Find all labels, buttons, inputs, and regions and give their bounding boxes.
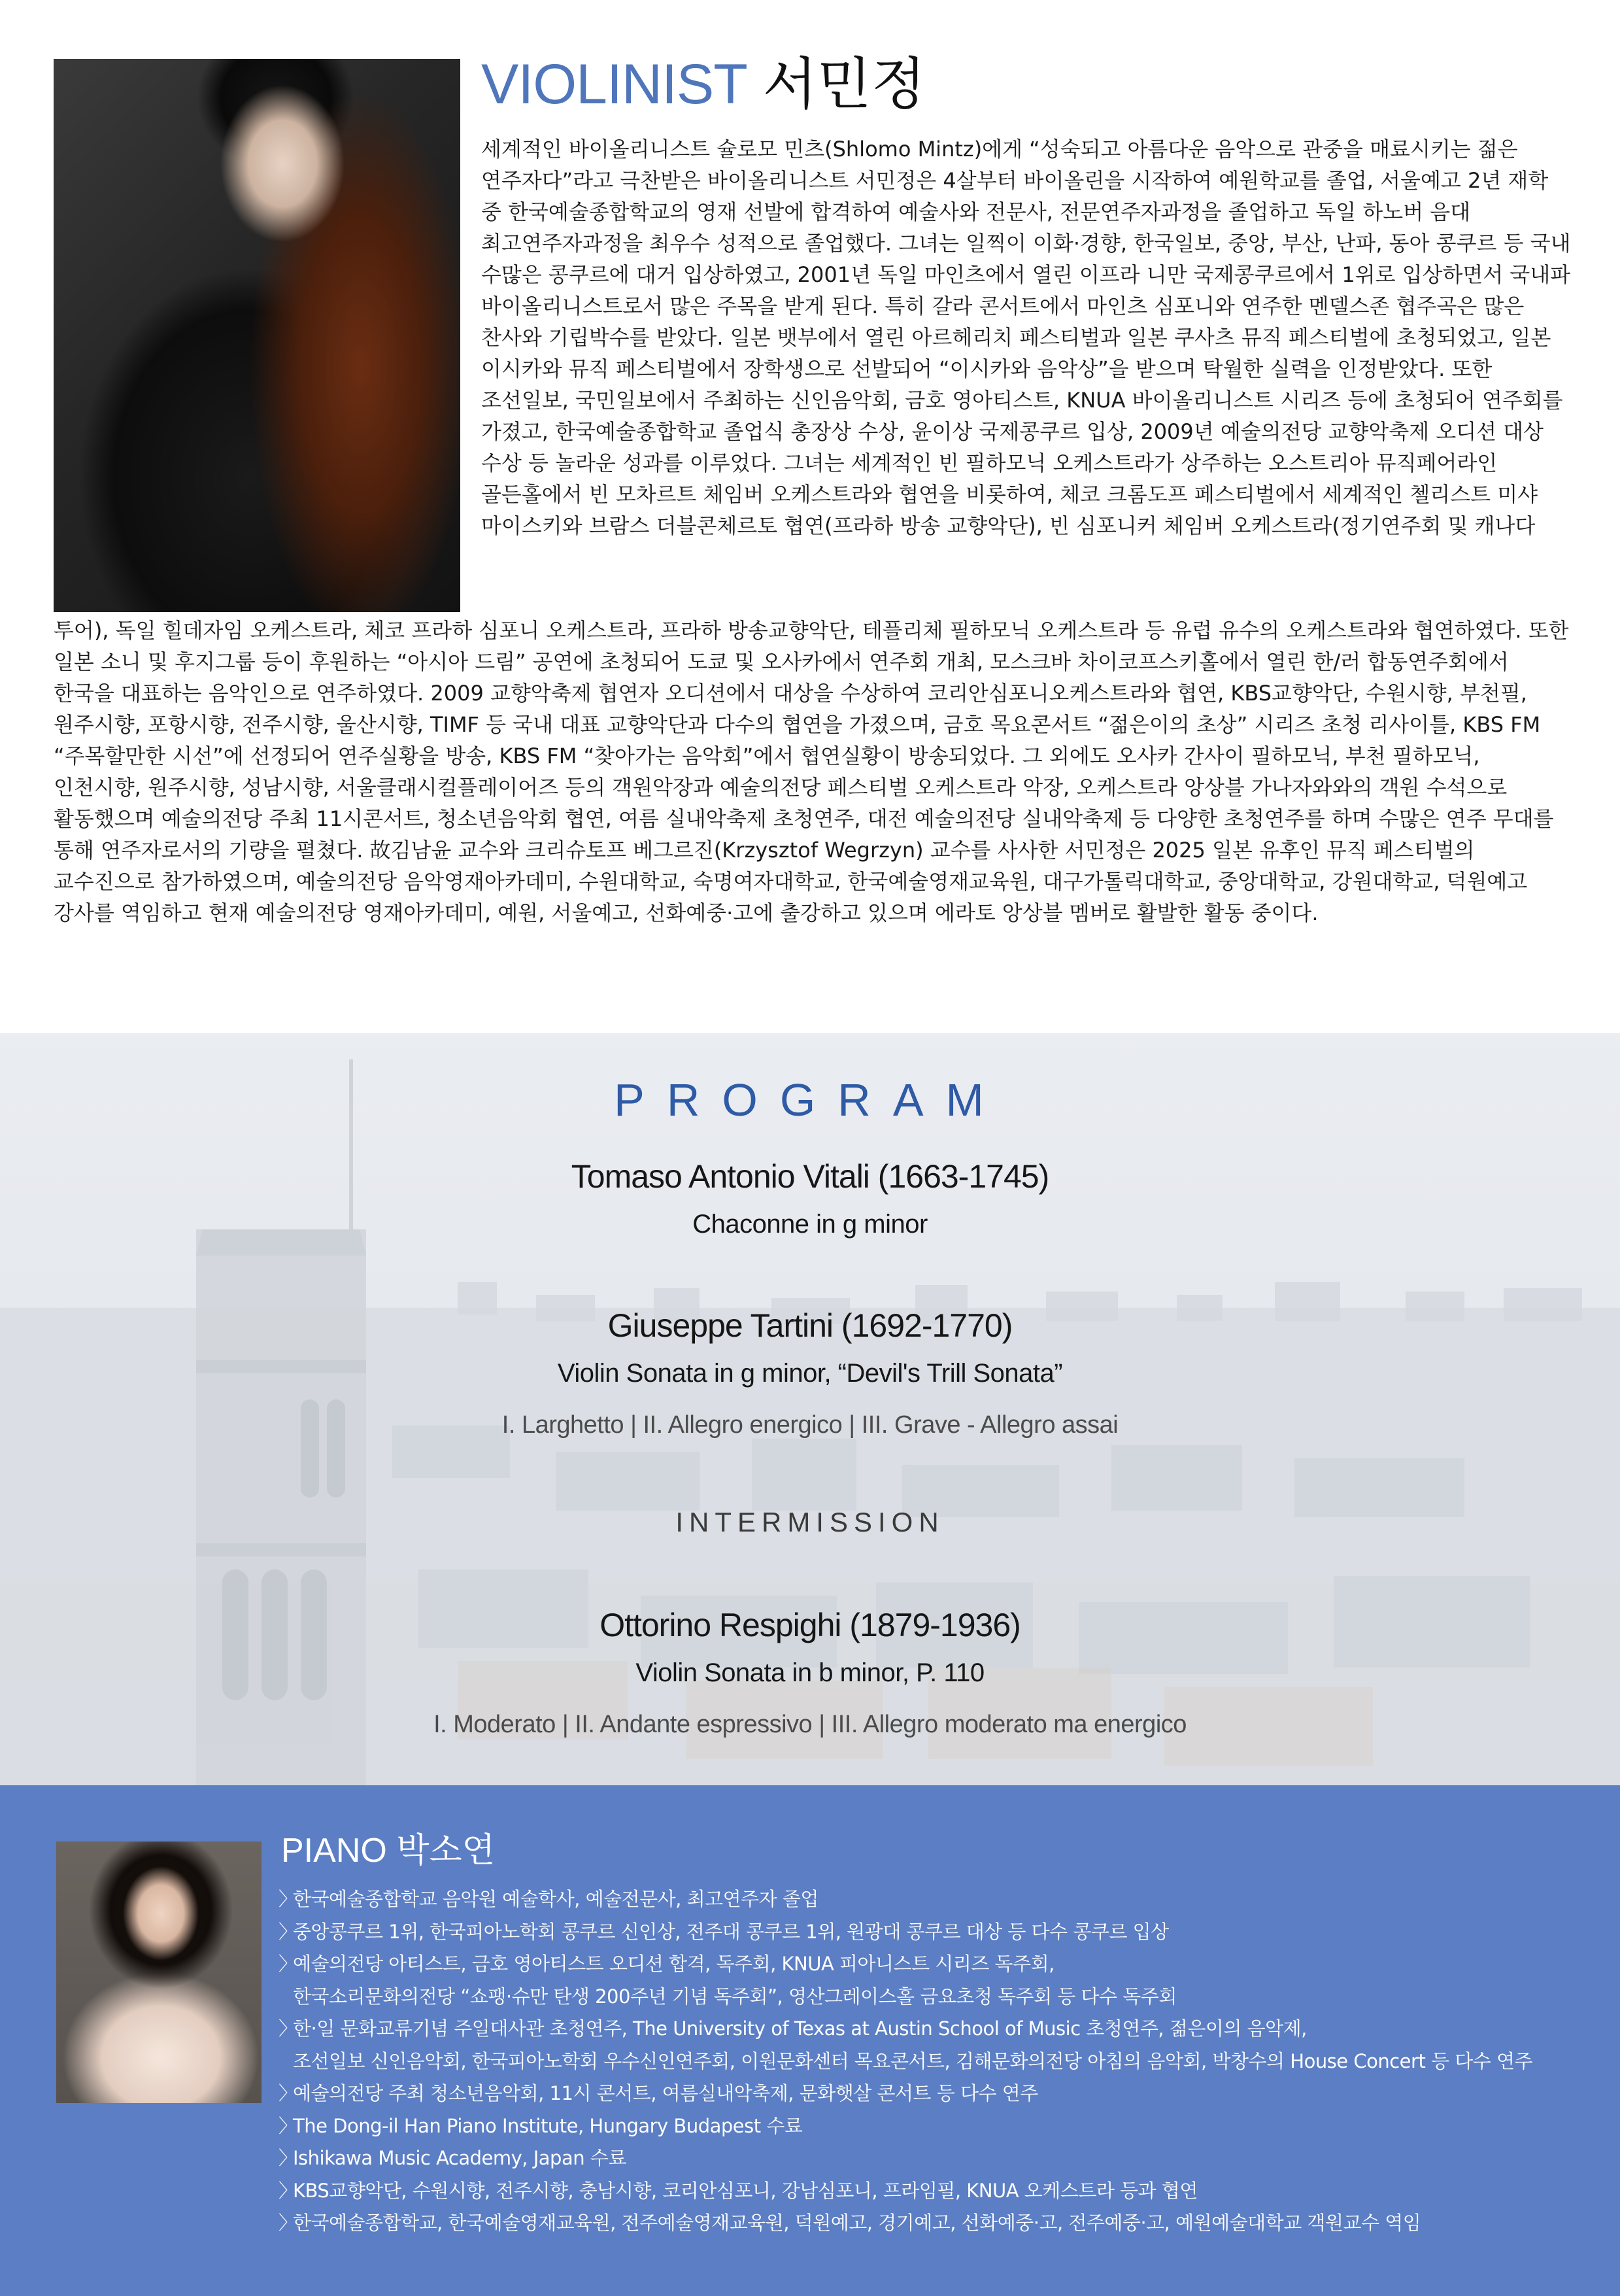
program-section [0,1033,1620,1785]
chevron-right-icon: 〉 [278,2179,297,2202]
career-item [278,2013,1586,2046]
piece-movements: I. Larghetto | II. Allegro energico | III. Grave - Allegro assai [501,1411,1119,1439]
bio-line: 강사를 역임하고 현재 예술의전당 영재아카데미, 예원, 서울예고, 선화예중·고에 출강하고 있으며 에라토 앙상블 멤버로 활발한 활동 중이다. [54,900,1319,925]
bio-line: 마이스키와 브람스 더블콘체르토 협연(프라하 방송 교향악단), 빈 심포니커 체임버 오케스트라(정기연주회 및 캐나다 [481,513,1536,538]
career-item-text: 한·일 문화교류기념 주일대사관 초청연주, The University of Texas at Austin School of Music 초청연주, 젊은이의 음악제, [293,2017,1307,2040]
chevron-right-icon: 〉 [278,1920,297,1943]
career-item-text: The Dong-il Han Piano Institute, Hungary Budapest 수료 [293,2114,803,2137]
bio-line: 수많은 콩쿠르에 대거 입상하였고, 2001년 독일 마인츠에서 열린 이프라 니만 국제콩쿠르에서 1위로 입상하면서 국내파 [481,262,1571,287]
bio-line: 이시카와 뮤직 페스티벌에서 장학생으로 선발되어 “이시카와 음악상”을 받으며 탁월한 실력을 인정받았다. 또한 [481,356,1493,381]
bio-line: 조선일보, 국민일보에서 주최하는 신인음악회, 금호 영아티스트, KNUA 바이올리니스트 시리즈 등에 초청되어 연주회를 [481,388,1563,413]
bio-line: 최고연주자과정을 최우수 성적으로 졸업했다. 그녀는 일찍이 이화·경향, 한국일보, 중앙, 부산, 난파, 동아 콩쿠르 등 국내 [481,231,1571,256]
chevron-right-icon: 〉 [278,1953,297,1975]
piece-movements: I. Moderato | II. Andante espressivo | III. Allegro moderato ma energico [433,1711,1187,1738]
bio-line: 중 한국예술종합학교의 영재 선발에 합격하여 예술사와 전문사, 전문연주자과정을 졸업하고 독일 하노버 음대 [481,199,1471,224]
career-item-text: 조선일보 신인음악회, 한국피아노학회 우수신인연주회, 이원문화센터 목요콘서트, 김해문화의전당 아침의 음악회, 박창수의 House Concert 등 다수 연주 [293,2049,1533,2072]
career-item-text: Ishikawa Music Academy, Japan 수료 [293,2147,626,2169]
career-item [278,1883,1586,1916]
violinist-name: 서민정 [762,53,926,116]
bio-line: 찬사와 기립박수를 받았다. 일본 뱃부에서 열린 아르헤리치 페스티벌과 일본 쿠사츠 뮤직 페스티벌에 초청되었고, 일본 [481,325,1551,350]
program-heading: PROGRAM [614,1074,1006,1125]
career-item-continued [278,1981,1586,2013]
career-item-text: 중앙콩쿠르 1위, 한국피아노학회 콩쿠르 신인상, 전주대 콩쿠르 1위, 원광대 콩쿠르 대상 등 다수 콩쿠르 입상 [293,1920,1169,1943]
bio-line: 바이올리니스트로서 많은 주목을 받게 된다. 특히 갈라 콘서트에서 마인츠 심포니와 연주한 멘델스존 협주곡은 많은 [481,294,1525,318]
bio-line: 가졌고, 한국예술종합학교 졸업식 총장상 수상, 윤이상 국제콩쿠르 입상, 2009년 예술의전당 교향악축제 오디션 대상 [481,419,1544,444]
piece-work: Violin Sonata in b minor, P. 110 [635,1658,985,1687]
pianist-career-list [278,1883,1586,2240]
bio-line: 한국을 대표하는 음악인으로 연주하였다. 2009 교향악축제 협연자 오디션에서 대상을 수상하여 코리안심포니오케스트라와 협연, KBS교향악단, 수원시향, 부천필, [54,681,1527,706]
piece-composer: Giuseppe Tartini (1692-1770) [607,1307,1013,1344]
career-item [278,2207,1586,2240]
violinist-title-en: VIOLINIST [481,53,747,116]
bio-line: 원주시향, 포항시향, 전주시향, 울산시향, TIMF 등 국내 대표 교향악단과 다수의 협연을 가졌으며, 금호 목요콘서트 “젊은이의 초상” 시리즈 초청 리사이틀, KBS FM [54,712,1541,737]
bio-line: “주목할만한 시선”에 선정되어 연주실황을 방송, KBS FM “찾아가는 음악회”에서 협연실황이 방송되었다. 그 외에도 오사카 간사이 필하모닉, 부천 필하모닉, [54,744,1480,768]
career-item-text: 한국소리문화의전당 “쇼팽·슈만 탄생 200주년 기념 독주회”, 영산그레이스홀 금요초청 독주회 등 다수 독주회 [293,1985,1177,2008]
bio-line: 투어), 독일 힐데자임 오케스트라, 체코 프라하 심포니 오케스트라, 프라하 방송교향악단, 테플리체 필하모닉 오케스트라 등 유럽 유수의 오케스트라와 협연하였다. 또한 [54,618,1569,643]
bio-line: 활동했으며 예술의전당 주최 11시콘서트, 청소년음악회 협연, 여름 실내악축제 초청연주, 대전 예술의전당 실내악축제 등 다양한 초청연주를 하며 수많은 연주 무대를 [54,806,1554,831]
violinist-section [0,0,1620,1033]
career-item [278,2110,1586,2143]
bio-line: 인천시향, 원주시향, 성남시향, 서울클래시컬플레이어즈 등의 객원악장과 예술의전당 페스티벌 오케스트라 악장, 오케스트라 앙상블 가나자와와의 객원 수석으로 [54,775,1508,800]
career-item [278,2142,1586,2175]
chevron-right-icon: 〉 [278,2114,297,2137]
career-item-text: KBS교향악단, 수원시향, 전주시향, 충남시향, 코리안심포니, 강남심포니, 프라임필, KNUA 오케스트라 등과 협연 [293,2179,1198,2202]
career-item-text: 한국예술종합학교, 한국예술영재교육원, 전주예술영재교육원, 덕원예고, 경기예고, 선화예중·고, 전주예중·고, 예원예술대학교 객원교수 역임 [293,2212,1421,2234]
violinist-title [481,48,926,120]
chevron-right-icon: 〉 [278,2212,297,2234]
pianist-title: PIANO 박소연 [281,1832,495,1870]
career-item [278,1916,1586,1949]
pianist-photo [56,1842,262,2103]
chevron-right-icon: 〉 [278,2017,297,2040]
piece-work: Violin Sonata in g minor, “Devil's Trill Sonata” [557,1359,1063,1388]
violinist-photo [54,59,460,612]
piece-composer: Tomaso Antonio Vitali (1663-1745) [571,1158,1049,1195]
career-item-text: 한국예술종합학교 음악원 예술학사, 예술전문사, 최고연주자 졸업 [293,1888,818,1910]
violinist-bio-upper [481,133,1573,541]
chevron-right-icon: 〉 [278,2082,297,2104]
bio-line: 연주자다”라고 극찬받은 바이올리니스트 서민정은 4살부터 바이올린을 시작하여 예원학교를 졸업, 서울예고 2년 재학 [481,168,1549,193]
piece-composer: Ottorino Respighi (1879-1936) [599,1607,1021,1643]
career-item-continued [278,2046,1586,2078]
bio-line: 골든홀에서 빈 모차르트 체임버 오케스트라와 협연을 비롯하여, 체코 크롬도프 페스티벌에서 세계적인 첼리스트 미샤 [481,482,1538,507]
bio-line: 교수진으로 참가하였으며, 예술의전당 음악영재아카데미, 수원대학교, 숙명여자대학교, 한국예술영재교육원, 대구가톨릭대학교, 중앙대학교, 강원대학교, 덕원예고 [54,869,1528,894]
chevron-right-icon: 〉 [278,2147,297,2169]
career-item-text: 예술의전당 아티스트, 금호 영아티스트 오디션 합격, 독주회, KNUA 피아니스트 시리즈 독주회, [293,1953,1055,1975]
career-item-text: 예술의전당 주최 청소년음악회, 11시 콘서트, 여름실내악축제, 문화햇살 콘서트 등 다수 연주 [293,2082,1038,2104]
career-item [278,1948,1586,1981]
bio-line: 세계적인 바이올리니스트 슐로모 민츠(Shlomo Mintz)에게 “성숙되고 아름다운 음악으로 관중을 매료시키는 젊은 [481,137,1518,162]
chevron-right-icon: 〉 [278,1888,297,1910]
bio-line: 수상 등 놀라운 성과를 이루었다. 그녀는 세계적인 빈 필하모닉 오케스트라가 상주하는 오스트리아 뮤직페어라인 [481,451,1498,475]
career-item [278,2078,1586,2110]
bio-line: 일본 소니 및 후지그룹 등이 후원하는 “아시아 드림” 공연에 초청되어 도쿄 및 오사카에서 연주회 개최, 모스크바 차이코프스키홀에서 열린 한/러 합동연주회에서 [54,649,1509,674]
intermission-label: INTERMISSION [675,1507,945,1537]
bio-line: 통해 연주자로서의 기량을 펼쳤다. 故김남윤 교수와 크리슈토프 베그르진(Krzysztof Wegrzyn) 교수를 사사한 서민정은 2025 일본 유후인 뮤직 페스티벌의 [54,838,1475,863]
piece-work: Chaconne in g minor [692,1210,928,1239]
violinist-bio-lower [54,615,1573,929]
pianist-section [0,1785,1620,2296]
career-item [278,2175,1586,2208]
